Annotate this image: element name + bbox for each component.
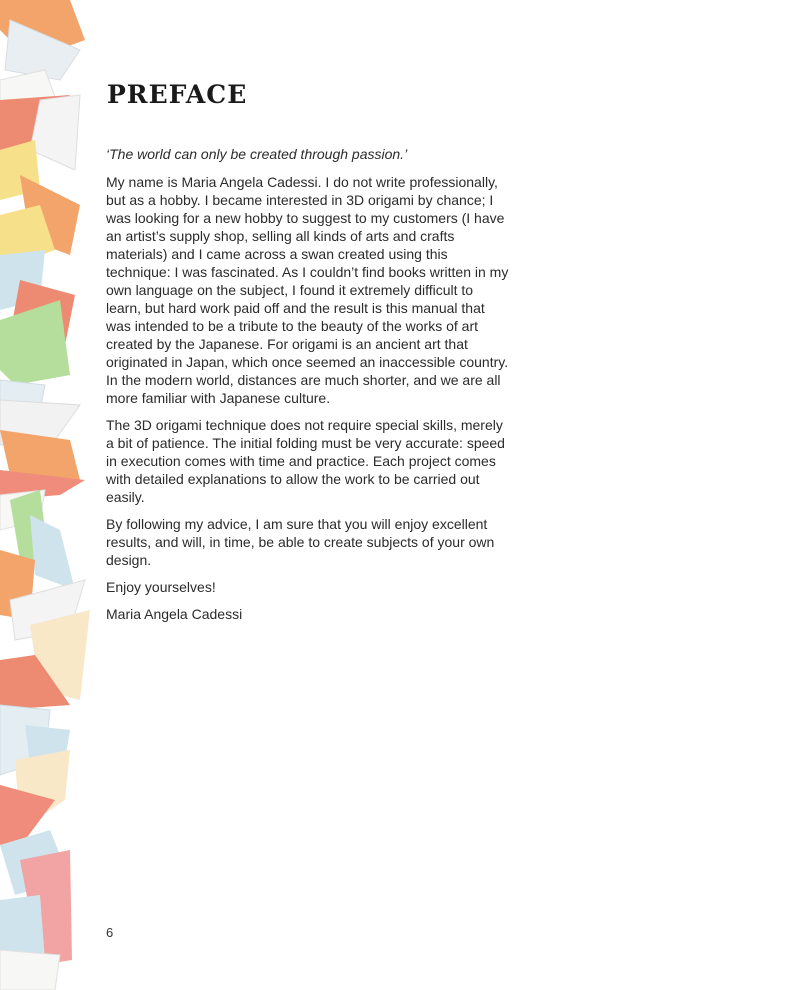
epigraph: ‘The world can only be created through passion.’ [106, 146, 408, 162]
paragraph-intro: My name is Maria Angela Cadessi. I do not write professionally, but as a hobby. I became interested in 3D origami by chance; I was looking for a new hobby to suggest to my customers (I have an artist’s supply shop, selling all kinds of arts and crafts materials) and I came across a swan created using this technique: I was fascinated. As I couldn’t find books written in my own language on the subject, I found it extremely difficult to learn, but hard work paid off and the result is this manual that was intended to be a tribute to the beauty of the works of art created by the Japanese. For origami is an ancient art that originated in Japan, which once seemed an inaccessible country. In the modern world, distances are much shorter, and we are all more familiar with Japanese culture. [106, 174, 509, 406]
preface-body [106, 145, 511, 632]
origami-piece [30, 515, 75, 590]
page-title: PREFACE [107, 80, 248, 109]
author-signature: Maria Angela Cadessi [106, 606, 243, 622]
paragraph-technique: The 3D origami technique does not require special skills, merely a bit of patience. The initial folding must be very accurate: speed in execution comes with time and practice. Each project comes with detailed explanations to allow the work to be carried out easily. [106, 417, 505, 505]
paragraph-closing: Enjoy yourselves! [106, 579, 216, 595]
origami-border-image [0, 0, 100, 990]
origami-piece [0, 950, 60, 990]
paragraph-advice: By following my advice, I am sure that you will enjoy excellent results, and will, in time, be able to create subjects of your own design. [106, 516, 495, 568]
page-number: 6 [106, 925, 114, 940]
origami-piece [0, 300, 70, 385]
